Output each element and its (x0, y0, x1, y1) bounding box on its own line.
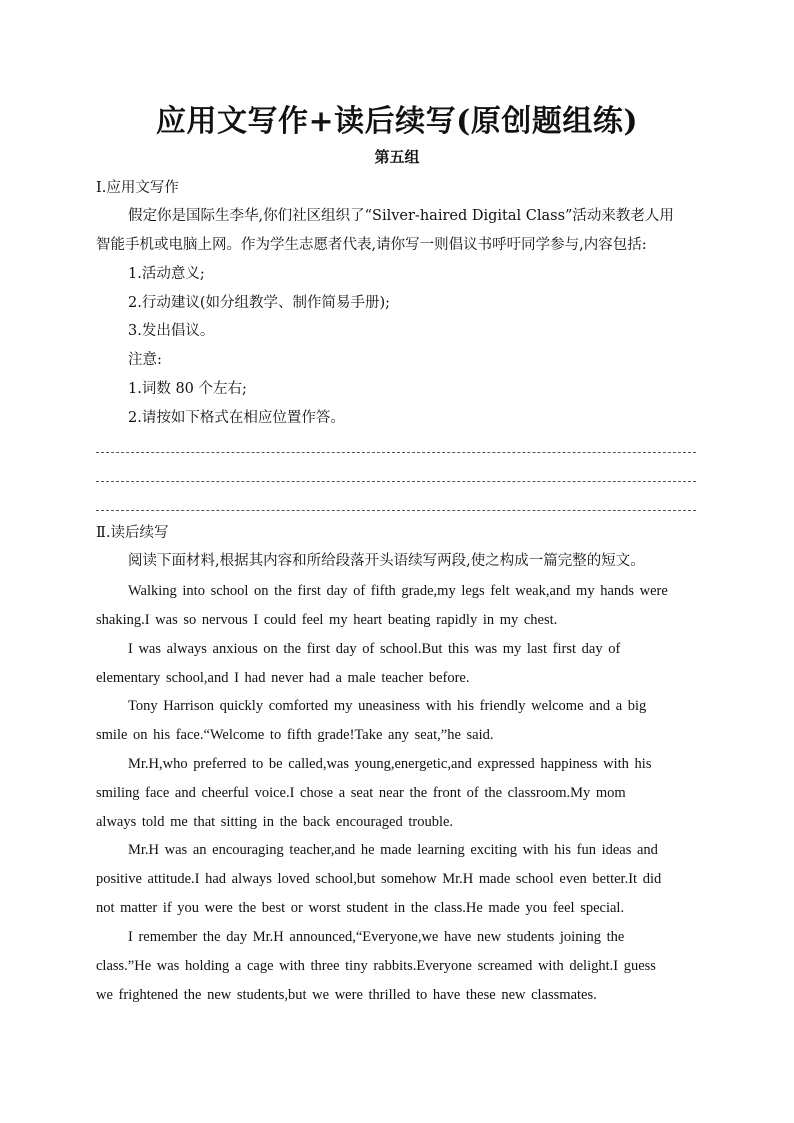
instruction-text: 阅读下面材料,根据其内容和所给段落开头语续写两段,使之构成一篇完整的短文。 (128, 553, 645, 569)
task-point: 3.发出倡议。 (128, 323, 215, 339)
note-item: 2.请按如下格式在相应位置作答。 (128, 410, 345, 426)
note-label: 注意: (128, 352, 162, 368)
task-line: 假定你是国际生李华,你们社区组织了“Silver-haired Digital Class”活动来教老人用 (128, 208, 674, 224)
document-title: 应用文写作+读后续写(原创题组练) (155, 104, 639, 139)
passage-line: I was always anxious on the first day of school.But this was my last first day of (128, 641, 621, 657)
document-subtitle: 第五组 (374, 148, 420, 166)
passage-line: smile on his face.“Welcome to fifth grade!Take any seat,”he said. (96, 727, 494, 743)
passage-line: I remember the day Mr.H announced,“Everyone,we have new students joining the (128, 929, 625, 945)
note-item: 1.词数 80 个左右; (128, 381, 247, 397)
section-heading-writing: Ⅰ.应用文写作 (96, 180, 179, 196)
answer-line[interactable] (96, 481, 696, 482)
answer-line[interactable] (96, 452, 696, 453)
task-line: 智能手机或电脑上网。作为学生志愿者代表,请你写一则倡议书呼吁同学参与,内容包括: (96, 237, 647, 253)
passage-line: Mr.H was an encouraging teacher,and he made learning exciting with his fun ideas and (128, 842, 658, 858)
passage-line: Mr.H,who preferred to be called,was young,energetic,and expressed happiness with his (128, 756, 652, 772)
passage-line: Walking into school on the first day of fifth grade,my legs felt weak,and my hands were (128, 583, 668, 599)
section-heading-continuation: Ⅱ.读后续写 (96, 525, 169, 541)
passage-line: Tony Harrison quickly comforted my uneasiness with his friendly welcome and a big (128, 698, 647, 714)
task-point: 1.活动意义; (128, 266, 205, 282)
passage-line: we frightened the new students,but we were thrilled to have these new classmates. (96, 987, 597, 1003)
passage-line: not matter if you were the best or worst student in the class.He made you feel special. (96, 900, 625, 916)
passage-line: positive attitude.I had always loved school,but somehow Mr.H made school even better.It did (96, 871, 662, 887)
task-point: 2.行动建议(如分组教学、制作简易手册); (128, 295, 391, 311)
passage-line: shaking.I was so nervous I could feel my heart beating rapidly in my chest. (96, 612, 558, 628)
passage-line: class.”He was holding a cage with three tiny rabbits.Everyone screamed with delight.I guess (96, 958, 656, 974)
passage-line: smiling face and cheerful voice.I chose a seat near the front of the classroom.My mom (96, 785, 626, 801)
passage-line: elementary school,and I had never had a male teacher before. (96, 670, 470, 686)
passage-line: always told me that sitting in the back encouraged trouble. (96, 814, 454, 830)
answer-line[interactable] (96, 510, 696, 511)
